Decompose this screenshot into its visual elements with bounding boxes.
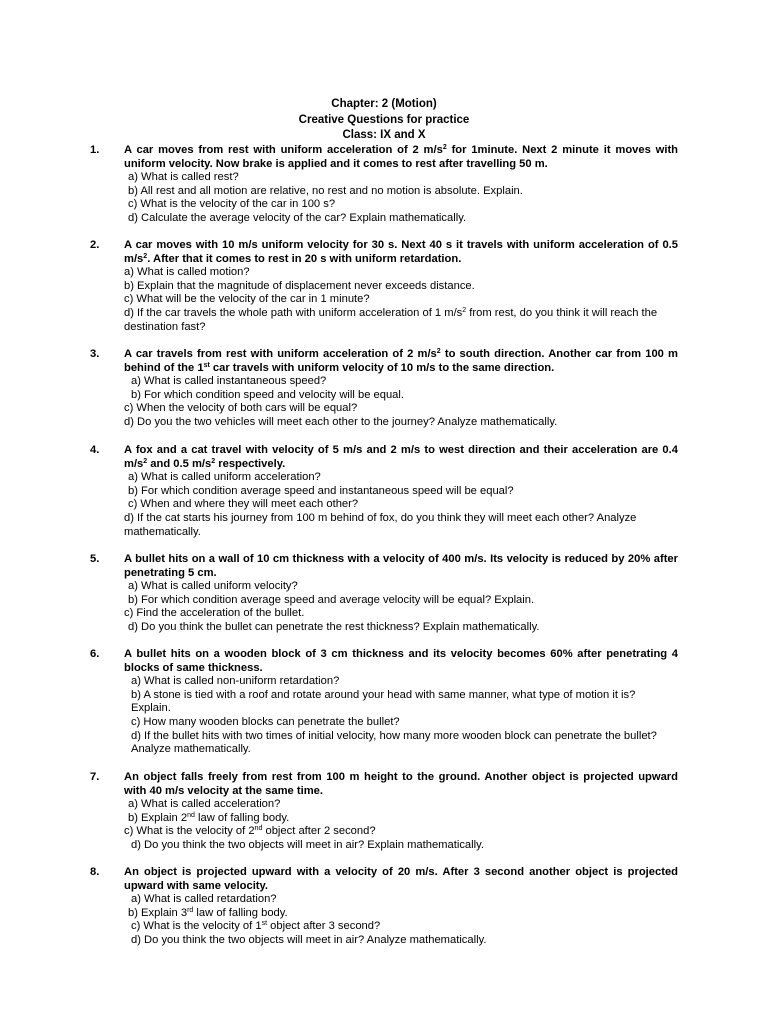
- sub-question-b: b) All rest and all motion are relative, no rest and no motion is absolute. Explain.: [128, 184, 523, 197]
- question-number: 6.: [90, 648, 100, 660]
- sub-question-c: c) When the velocity of both cars will be equal?: [124, 402, 358, 415]
- question-stem: A bullet hits on a wall of 10 cm thickness with a velocity of 400 m/s. Its velocity is reduced by 20% after penetrating 5 cm.: [124, 553, 678, 579]
- question-stem: A fox and a cat travel with velocity of 5 m/s and 2 m/s to west direction and their acceleration are 0.4 $m/s^2$ and 0.5 $m/s^2$ respectively.: [124, 444, 678, 470]
- sub-question-a: a) What is called non-uniform retardation?: [131, 675, 340, 688]
- sub-question-b: b) Explain 2nd law of falling body.: [128, 811, 290, 824]
- page-subtitle: Creative Questions for practice: [298, 114, 470, 126]
- question-number: 1.: [90, 144, 100, 156]
- sub-question-a: a) What is called uniform velocity?: [128, 580, 298, 593]
- question-number: 7.: [90, 771, 100, 783]
- sub-question-d: d) If the cat starts his journey from 100 m behind of fox, do you think they will meet each other? Analyze mathematically.: [124, 511, 637, 538]
- sub-question-a: a) What is called instantaneous speed?: [131, 375, 327, 388]
- sub-question-b: b) For which condition average speed and average velocity will be equal? Explain.: [128, 593, 535, 606]
- question-stem: A car moves with 10 m/s uniform velocity for 30 s. Next 40 s it travels with uniform acceleration of 0.5 $m/s^2$. After that it comes to rest in 20 s with uniform retardation.: [124, 239, 678, 265]
- question-number: 8.: [90, 866, 100, 878]
- question-stem: A car travels from rest with uniform acceleration of 2 $m/s^2$ to south direction. Another car from 100 m behind of the 1st car travels with uniform velocity of 10 m/s to the same direction.: [124, 348, 678, 374]
- sub-question-a: a) What is called rest?: [128, 171, 239, 184]
- question-number: 4.: [90, 444, 100, 456]
- question-4: [90, 444, 678, 539]
- sub-question-c: c) When and where they will meet each other?: [128, 498, 359, 511]
- question-number: 5.: [90, 553, 100, 565]
- sub-question-a: a) What is called motion?: [124, 266, 250, 279]
- sub-question-b: b) Explain 3rd law of falling body.: [128, 906, 288, 919]
- sub-question-a: a) What is called retardation?: [131, 893, 277, 906]
- sub-question-d: d) If the car travels the whole path with uniform acceleration of 1 $m/s^2$ from rest, do you think it will reach the destination fast?: [124, 306, 658, 333]
- question-2: [90, 239, 678, 334]
- sub-question-d: d) Do you the two vehicles will meet each other to the journey? Analyze mathematically.: [124, 415, 558, 428]
- sub-question-b: b) A stone is tied with a roof and rotate around your head with same manner, what type of motion it is? Explain.: [131, 688, 636, 715]
- question-stem: A car moves from rest with uniform acceleration of 2 $m/s^2$ for 1minute. Next 2 minute it moves with uniform velocity. Now brake is applied and it comes to rest after travelling 50 m.: [124, 144, 679, 170]
- sub-question-d: d) Do you think the two objects will meet in air? Explain mathematically.: [131, 838, 484, 851]
- sub-question-d: d) Calculate the average velocity of the car? Explain mathematically.: [128, 211, 467, 224]
- question-6: [90, 648, 678, 757]
- question-1: [90, 144, 678, 226]
- question-5: [90, 553, 678, 635]
- sub-question-b: b) Explain that the magnitude of displacement never exceeds distance.: [124, 279, 475, 292]
- class-label: Class: IX and X: [342, 129, 426, 141]
- sub-question-c: c) What is the velocity of the car in 100 s?: [128, 198, 336, 211]
- sub-question-b: b) For which condition average speed and instantaneous speed will be equal?: [128, 484, 514, 497]
- sub-question-d: d) Do you think the two objects will meet in air? Analyze mathematically.: [131, 933, 487, 946]
- chapter-title: Chapter: 2 (Motion): [331, 98, 437, 110]
- sub-question-c: c) What is the velocity of 1st object after 3 second?: [131, 920, 381, 933]
- sub-question-b: b) For which condition speed and velocity will be equal.: [131, 388, 405, 401]
- question-stem: An object is projected upward with a velocity of 20 m/s. After 3 second another object is projected upward with same velocity.: [124, 866, 678, 892]
- sub-question-c: c) Find the acceleration of the bullet.: [124, 607, 305, 620]
- sub-question-c: c) What is the velocity of 2nd object after 2 second?: [124, 825, 376, 838]
- question-3: [90, 348, 678, 430]
- sub-question-a: a) What is called acceleration?: [128, 798, 281, 811]
- question-stem: An object falls freely from rest from 100 m height to the ground. Another object is projected upward with 40 m/s velocity at the same time.: [124, 771, 678, 797]
- sub-question-a: a) What is called uniform acceleration?: [128, 471, 321, 484]
- sub-question-c: c) What will be the velocity of the car in 1 minute?: [124, 293, 370, 306]
- question-number: 2.: [90, 239, 100, 251]
- question-number: 3.: [90, 348, 100, 360]
- question-7: [90, 771, 678, 853]
- question-8: [90, 866, 678, 948]
- question-stem: A bullet hits on a wooden block of 3 cm thickness and its velocity becomes 60% after penetrating 4 blocks of same thickness.: [124, 648, 678, 674]
- sub-question-c: c) How many wooden blocks can penetrate the bullet?: [131, 715, 400, 728]
- sub-question-d: d) Do you think the bullet can penetrate the rest thickness? Explain mathematically.: [128, 620, 540, 633]
- sub-question-d: d) If the bullet hits with two times of initial velocity, how many more wooden block can penetrate the bullet? Analyze mathematically.: [131, 729, 657, 756]
